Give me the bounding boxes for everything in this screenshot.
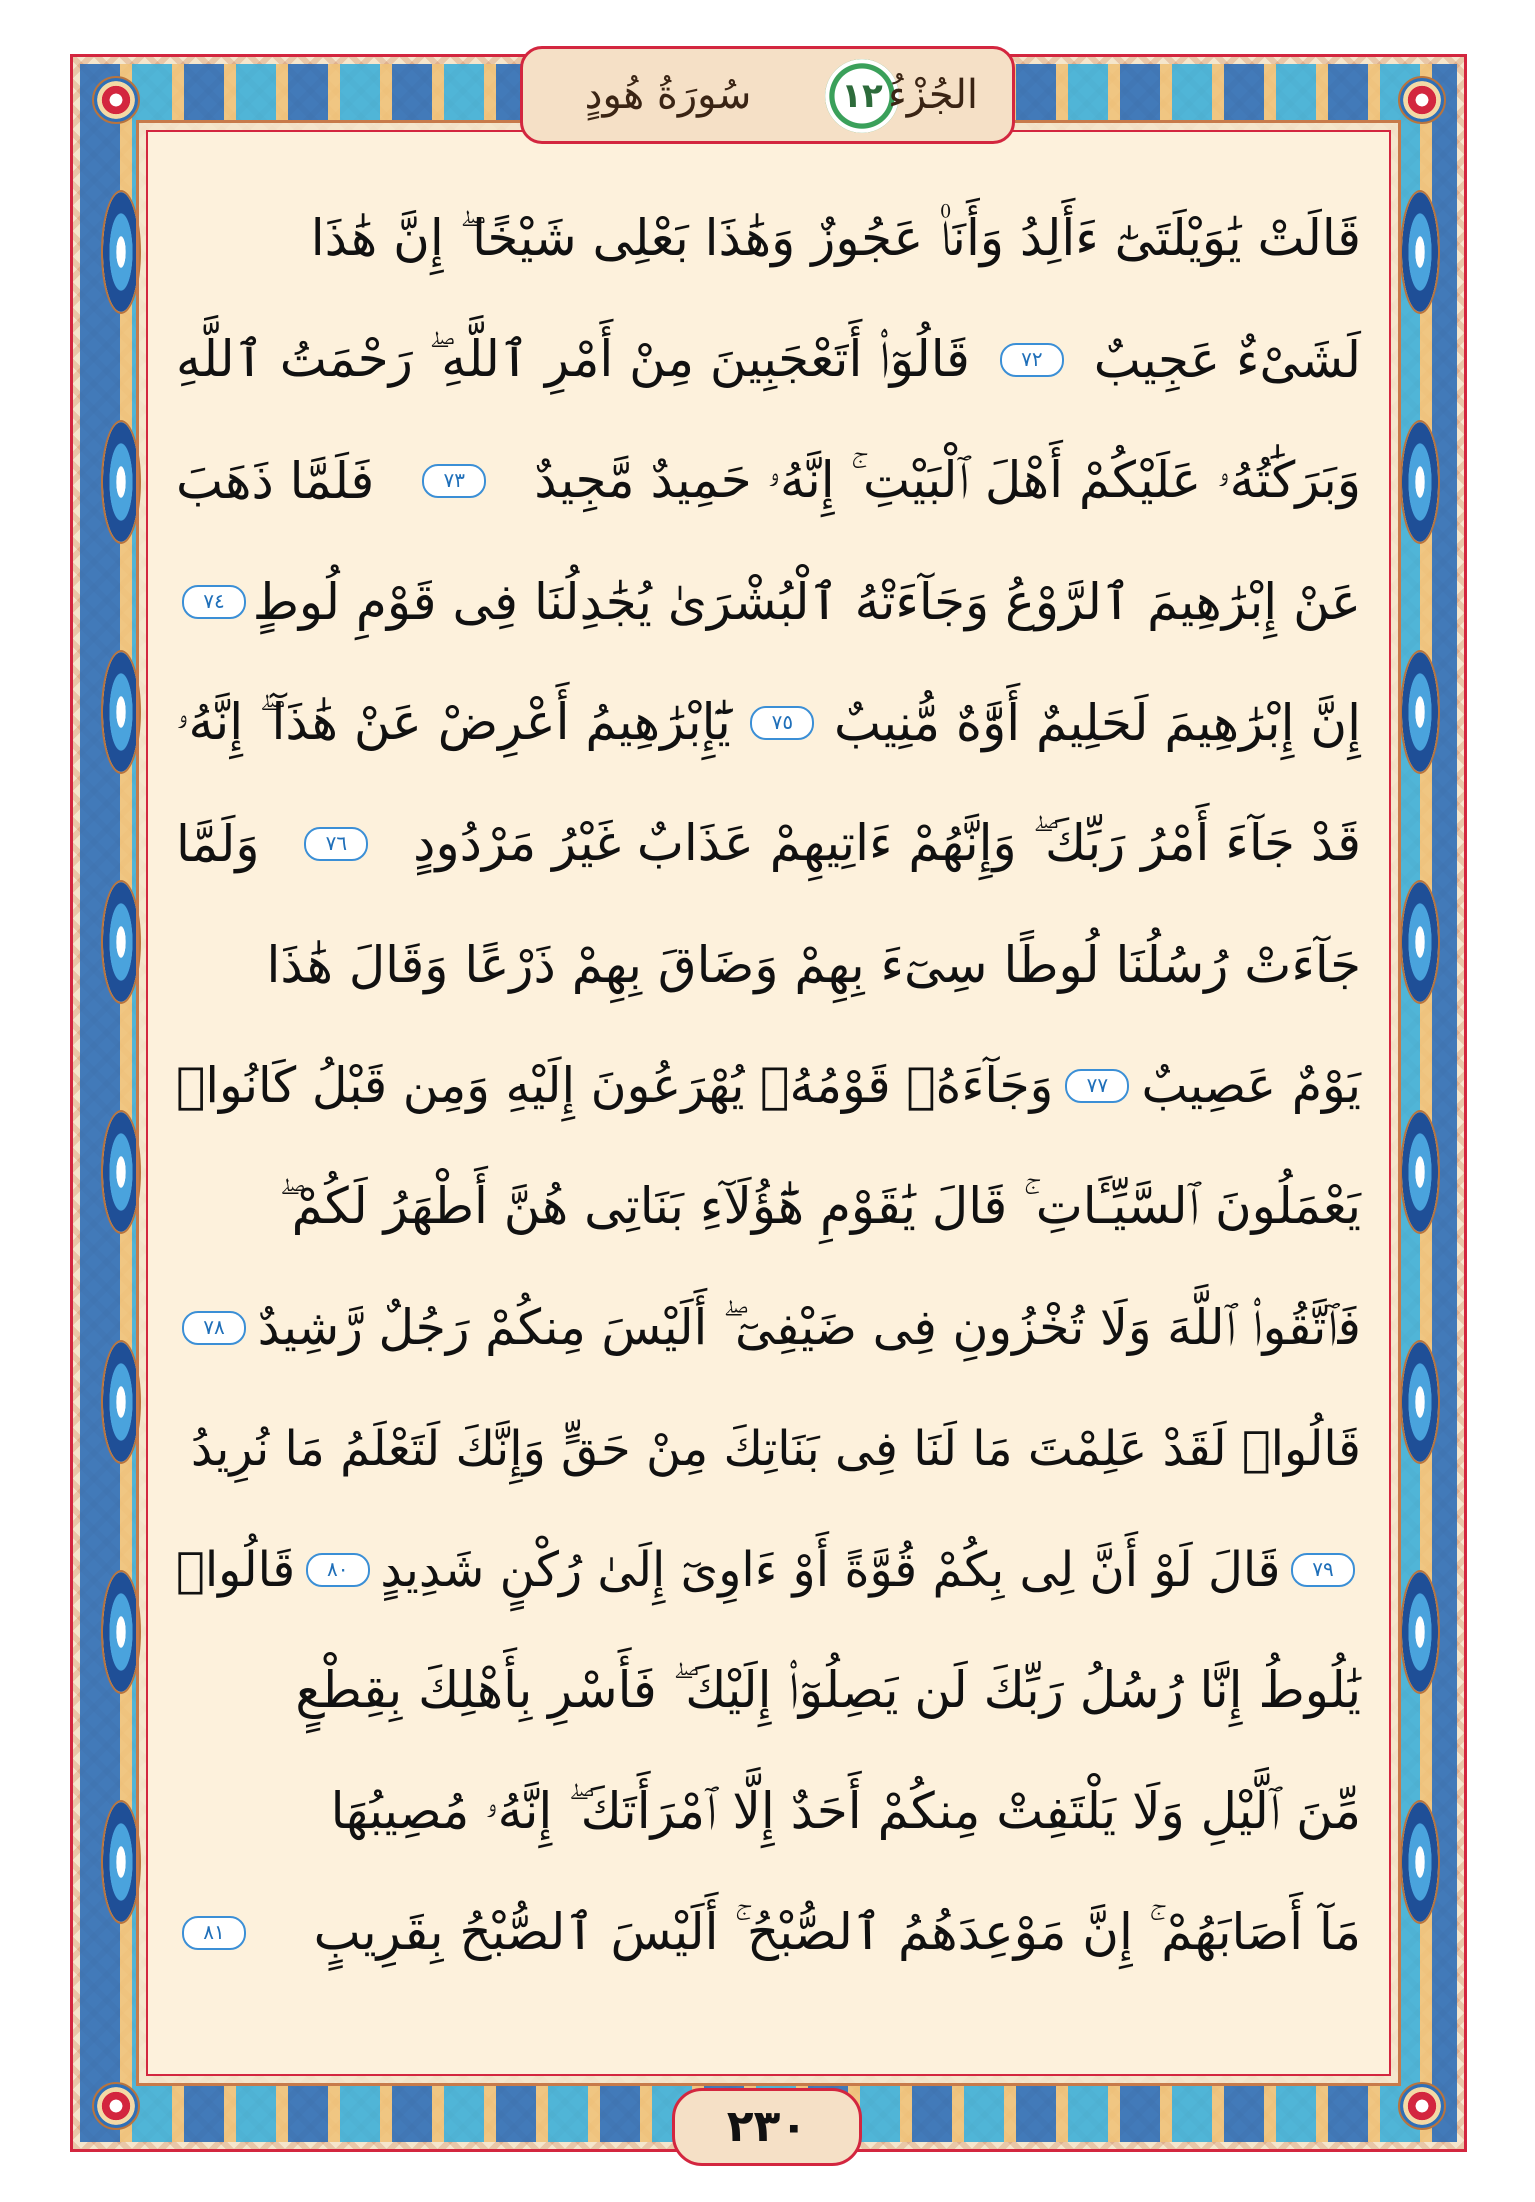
ayah-number-marker: ٧٢ [1000,343,1064,377]
surah-name: سُورَةُ هُودٍ [584,72,752,118]
line-text: جَآءَتْ رُسُلُنَا لُوطًا سِىٓءَ بِهِمْ وَضَاقَ بِهِمْ ذَرْعًا وَقَالَ هَٰذَا [266,935,1361,994]
ayah-number-marker: ٧٦ [304,827,368,861]
verse-line-11 [176,1388,1361,1509]
right-medallion-icon [1400,420,1440,544]
line-text: قَدْ جَآءَ أَمْرُ رَبِّكَ ۖ وَإِنَّهُمْ ءَاتِيهِمْ عَذَابٌ غَيْرُ مَرْدُودٍ [413,814,1361,872]
verse-line-4 [176,541,1361,662]
verse-line-9 [176,1146,1361,1267]
page-footer [672,2088,862,2166]
left-medallion-icon [101,650,141,774]
line-text: يَٰلُوطُ إِنَّا رُسُلُ رَبِّكَ لَن يَصِلُوٓا۟ إِلَيْكَ ۖ فَأَسْرِ بِأَهْلِكَ بِقِطْعٍ [295,1661,1361,1719]
verse-line-1 [176,178,1361,299]
line-text: وَلَمَّا [176,814,260,873]
verse-line-14 [176,1751,1361,1872]
line-text: قَالُوا۟ [176,1541,296,1598]
left-medallion-icon [101,1110,141,1234]
line-text: قَالُوا۟ لَقَدْ عَلِمْتَ مَا لَنَا فِى بَنَاتِكَ مِنْ حَقٍّ وَإِنَّكَ لَتَعْلَمُ مَا نُرِيدُ [190,1420,1361,1477]
right-medallion-icon [1400,1800,1440,1924]
verse-line-2 [176,299,1361,420]
verse-line-8 [176,1025,1361,1146]
ayah-number-marker: ٧٤ [182,585,246,619]
line-text: مِّنَ ٱلَّيْلِ وَلَا يَلْتَفِتْ مِنكُمْ أَحَدٌ إِلَّا ٱمْرَأَتَكَ ۖ إِنَّهُۥ مُصِيبُهَا [330,1782,1361,1840]
left-medallion-icon [101,1570,141,1694]
right-medallion-icon [1400,650,1440,774]
ayah-number-marker: ٧٧ [1065,1069,1129,1103]
juz-number: ١٢ [841,76,883,116]
verse-line-6 [176,783,1361,904]
left-medallion-icon [101,420,141,544]
verse-line-3 [176,420,1361,541]
verse-line-10 [176,1267,1361,1388]
page-header [520,46,1015,144]
line-text: فَٱتَّقُوا۟ ٱللَّهَ وَلَا تُخْزُونِ فِى ضَيْفِىٓ ۖ أَلَيْسَ مِنكُمْ رَجُلٌ رَّشِيدٌ [257,1298,1361,1356]
left-medallion-icon [101,190,141,314]
line-text: قَالُوٓا۟ أَتَعْجَبِينَ مِنْ أَمْرِ ٱللَّهِ ۖ رَحْمَتُ ٱللَّهِ [176,330,970,388]
corner-rosette-icon [92,2082,140,2130]
left-medallion-icon [101,1340,141,1464]
line-text: قَالَ لَوْ أَنَّ لِى بِكُمْ قُوَّةً أَوْ ءَاوِىٓ إِلَىٰ رُكْنٍ شَدِيدٍ [380,1541,1281,1598]
verse-line-7 [176,904,1361,1025]
ayah-number-marker: ٧٣ [422,464,486,498]
ayah-number-marker: ٧٥ [750,706,814,740]
corner-rosette-icon [1398,2082,1446,2130]
verse-line-13 [176,1630,1361,1751]
juz-label: الجُزْءُ [888,72,978,118]
verse-line-15 [176,1872,1361,1993]
corner-rosette-icon [1398,76,1446,124]
left-medallion-icon [101,1800,141,1924]
line-text: إِنَّ إِبْرَٰهِيمَ لَحَلِيمٌ أَوَّٰهٌ مُّنِيبٌ [833,693,1361,752]
verse-line-12 [176,1509,1361,1630]
line-text: يَعْمَلُونَ ٱلسَّيِّـَٔاتِ ۚ قَالَ يَٰقَوْمِ هَٰٓؤُلَآءِ بَنَاتِى هُنَّ أَطْهَرُ لَكُمْ ۖ [279,1177,1361,1235]
right-medallion-icon [1400,1570,1440,1694]
line-text: قَالَتْ يَٰوَيْلَتَىٰٓ ءَأَلِدُ وَأَنَا۠ عَجُوزٌ وَهَٰذَا بَعْلِى شَيْخًا ۖ إِنَّ هَٰذَا [310,209,1361,267]
line-text: مَآ أَصَابَهُمْ ۚ إِنَّ مَوْعِدَهُمُ ٱلصُّبْحُ ۚ أَلَيْسَ ٱلصُّبْحُ بِقَرِيبٍ [313,1903,1361,1961]
right-medallion-icon [1400,190,1440,314]
right-medallion-icon [1400,1110,1440,1234]
right-medallion-icon [1400,1340,1440,1464]
ayah-number-marker: ٨٠ [306,1553,370,1587]
left-medallion-icon [101,880,141,1004]
verse-line-5 [176,662,1361,783]
line-text: وَجَآءَهُۥ قَوْمُهُۥ يُهْرَعُونَ إِلَيْهِ وَمِن قَبْلُ كَانُوا۟ [176,1057,1054,1114]
line-text: يَٰٓإِبْرَٰهِيمُ أَعْرِضْ عَنْ هَٰذَآ ۖ إِنَّهُۥ [176,693,731,751]
line-text: يَوْمٌ عَصِيبٌ [1141,1057,1361,1114]
ayah-number-marker: ٧٨ [182,1311,246,1345]
ayah-number-marker: ٧٩ [1291,1553,1355,1587]
line-text: وَبَرَكَٰتُهُۥ عَلَيْكُمْ أَهْلَ ٱلْبَيْتِ ۚ إِنَّهُۥ حَمِيدٌ مَّجِيدٌ [534,451,1361,509]
ayah-number-marker: ٨١ [182,1916,246,1950]
right-medallion-icon [1400,880,1440,1004]
verse-lines [176,178,1361,1993]
corner-rosette-icon [92,76,140,124]
line-text: عَنْ إِبْرَٰهِيمَ ٱلرَّوْعُ وَجَآءَتْهُ ٱلْبُشْرَىٰ يُجَٰدِلُنَا فِى قَوْمِ لُوطٍ [252,572,1361,631]
page-number: ٢٣٠ [726,2101,808,2152]
line-text: فَلَمَّا ذَهَبَ [176,451,375,510]
line-text: لَشَىْءٌ عَجِيبٌ [1093,330,1361,389]
